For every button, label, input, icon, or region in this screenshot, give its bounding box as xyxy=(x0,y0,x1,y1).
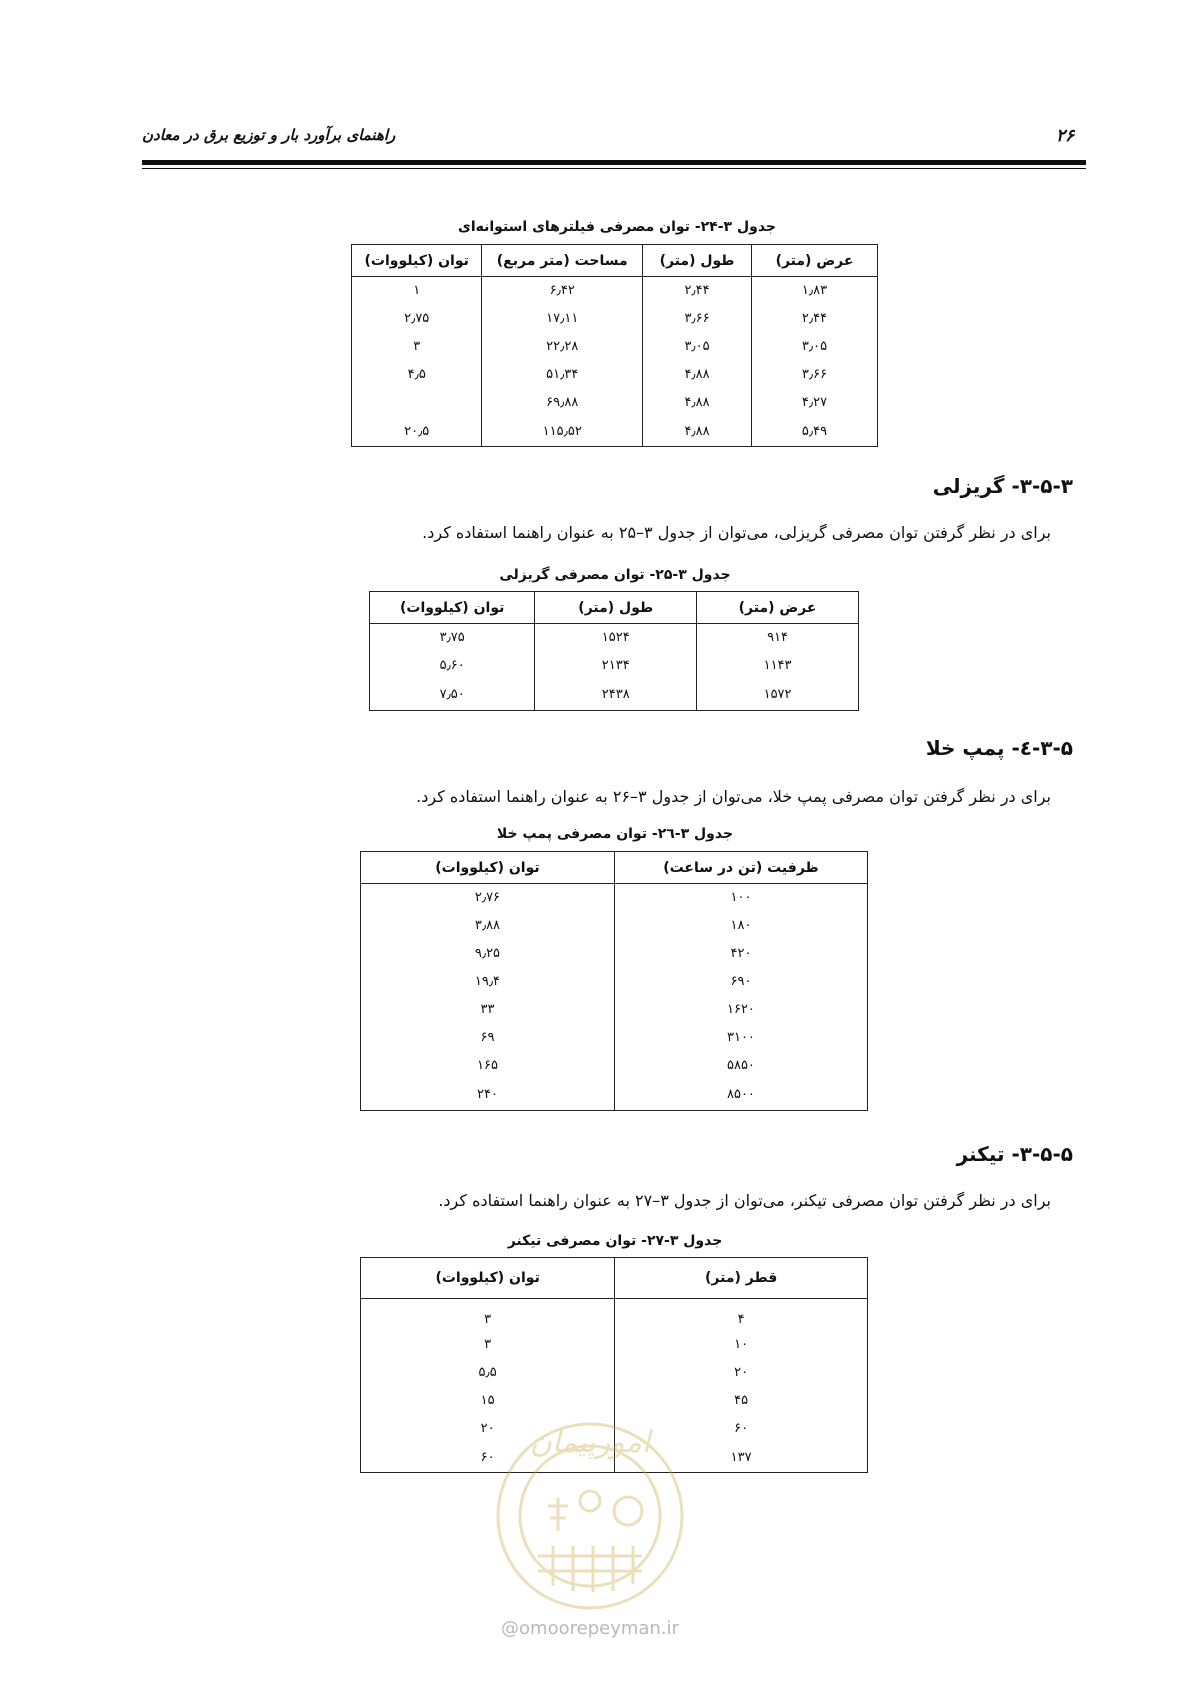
table-26-header-row xyxy=(361,852,868,884)
paragraph-vacuum-pump: برای در نظر گرفتن توان مصرفی پمپ خلا، می‌توان از جدول ۳–۲۶ به عنوان راهنما استفاده کرد. xyxy=(416,787,1051,806)
table-cell: ۱۹٫۴ xyxy=(361,968,615,996)
table-cell: ۳٫۰۵ xyxy=(643,333,752,361)
section-heading-grizzly: ۳-۵-۳- گریزلی xyxy=(932,474,1073,498)
header-cell: مساحت (متر مربع) xyxy=(482,245,643,277)
header-rule-thin xyxy=(142,168,1086,169)
table-cell: ۴٫۸۸ xyxy=(643,389,752,417)
table-row xyxy=(370,680,859,711)
header-cell: عرض (متر) xyxy=(697,592,859,624)
table-cell: ۲۱۳۴ xyxy=(535,652,697,680)
table-cell: ۴٫۸۸ xyxy=(643,361,752,389)
table-cell: ۵۸۵۰ xyxy=(614,1052,867,1080)
table-cell: ۴٫۸۸ xyxy=(643,417,752,447)
table-row xyxy=(361,912,868,940)
table-26 xyxy=(360,851,868,1111)
table-row xyxy=(352,277,878,305)
table-cell: ۱۷٫۱۱ xyxy=(482,305,643,333)
table-cell: ۹۱۴ xyxy=(697,624,859,652)
table-cell: ۳٫۰۵ xyxy=(752,333,878,361)
table-cell: ۳٫۸۸ xyxy=(361,912,615,940)
table-cell: ۶۹ xyxy=(361,1024,615,1052)
table-24 xyxy=(351,244,878,447)
table-cell: ۵٫۶۰ xyxy=(370,652,535,680)
table-cell: ۲۴۳۸ xyxy=(535,680,697,711)
table-cell: ۷٫۵۰ xyxy=(370,680,535,711)
table-cell: ۱۱۴۳ xyxy=(697,652,859,680)
table-cell: ۱۰۰ xyxy=(614,884,867,912)
table-cell: ۱۳۷ xyxy=(615,1443,868,1473)
table-row xyxy=(361,940,868,968)
table-row xyxy=(352,333,878,361)
table-25 xyxy=(369,591,859,711)
table-cell: ۶۰ xyxy=(361,1443,615,1473)
table-cell: ۴٫۲۷ xyxy=(752,389,878,417)
header-rule-thick xyxy=(142,160,1086,165)
table-cell: ۲۰ xyxy=(615,1359,868,1387)
table-cell: ۲۲٫۲۸ xyxy=(482,333,643,361)
table-cell: ۵۱٫۳۴ xyxy=(482,361,643,389)
watermark-url: @omoorepeyman.ir xyxy=(501,1618,679,1639)
table-cell: ۸۵۰۰ xyxy=(614,1080,867,1111)
table-26-caption: جدول ۳-۲٦- توان مصرفی پمپ خلا xyxy=(496,826,734,842)
table-cell: ۳٫۷۵ xyxy=(370,624,535,652)
table-cell: ۲٫۴۴ xyxy=(643,277,752,305)
header-cell: قطر (متر) xyxy=(615,1258,868,1299)
table-27-header-row xyxy=(361,1258,868,1299)
watermark-seal xyxy=(478,1406,702,1616)
table-27-caption: جدول ۳-۲۷- توان مصرفی تیکنر xyxy=(507,1233,723,1249)
table-cell: ۵٫۵ xyxy=(361,1359,615,1387)
table-cell: ۱۶۵ xyxy=(361,1052,615,1080)
paragraph-grizzly: برای در نظر گرفتن توان مصرفی گریزلی، می‌توان از جدول ۳–۲۵ به عنوان راهنما استفاده کرد. xyxy=(422,523,1051,542)
table-row xyxy=(352,361,878,389)
table-24-header-row xyxy=(352,245,878,277)
table-row xyxy=(361,884,868,912)
table-cell: ۲٫۴۴ xyxy=(752,305,878,333)
seal-icon xyxy=(478,1406,702,1616)
table-cell: ۳۳ xyxy=(361,996,615,1024)
table-row xyxy=(361,1331,868,1359)
table-row xyxy=(352,305,878,333)
header-cell: توان (کیلووات) xyxy=(370,592,535,624)
table-cell: ۴ xyxy=(615,1299,868,1331)
table-row xyxy=(352,417,878,447)
table-row xyxy=(361,1052,868,1080)
table-cell xyxy=(352,389,482,417)
table-25-caption: جدول ۳-۲۵- توان مصرفی گریزلی xyxy=(499,567,731,583)
header-cell: توان (کیلووات) xyxy=(361,1258,615,1299)
table-cell: ۱۵۲۴ xyxy=(535,624,697,652)
header-cell: ظرفیت (تن در ساعت) xyxy=(614,852,867,884)
table-row xyxy=(370,624,859,652)
table-cell: ۴٫۵ xyxy=(352,361,482,389)
table-cell: ۱۸۰ xyxy=(614,912,867,940)
table-row xyxy=(361,996,868,1024)
table-cell: ۶۹٫۸۸ xyxy=(482,389,643,417)
table-cell: ۱۱۵٫۵۲ xyxy=(482,417,643,447)
table-cell: ۱۰ xyxy=(615,1331,868,1359)
table-cell: ۳ xyxy=(361,1331,615,1359)
header-cell: توان (کیلووات) xyxy=(352,245,482,277)
table-cell: ۲۰٫۵ xyxy=(352,417,482,447)
running-header-title: راهنمای برآورد بار و توزیع برق در معادن xyxy=(142,126,396,144)
table-cell: ۱۶۲۰ xyxy=(614,996,867,1024)
table-cell: ۶٫۴۲ xyxy=(482,277,643,305)
section-heading-vacuum-pump: ۳-۵-٤- پمپ خلا xyxy=(925,736,1073,760)
table-cell: ۲٫۷۵ xyxy=(352,305,482,333)
table-cell: ۱۵ xyxy=(361,1387,615,1415)
table-row xyxy=(352,389,878,417)
table-row xyxy=(361,1299,868,1331)
table-cell: ۲۰ xyxy=(361,1415,615,1443)
table-cell: ۲٫۷۶ xyxy=(361,884,615,912)
header-cell: توان (کیلووات) xyxy=(361,852,615,884)
table-row xyxy=(361,1080,868,1111)
table-cell: ۳٫۶۶ xyxy=(643,305,752,333)
paragraph-thickener: برای در نظر گرفتن توان مصرفی تیکنر، می‌توان از جدول ۳–۲۷ به عنوان راهنما استفاده کرد. xyxy=(438,1191,1051,1210)
table-cell: ۱٫۸۳ xyxy=(752,277,878,305)
table-row xyxy=(361,1359,868,1387)
table-cell: ۱ xyxy=(352,277,482,305)
table-cell: ۶۰ xyxy=(615,1415,868,1443)
header-cell: عرض (متر) xyxy=(752,245,878,277)
header-cell: طول (متر) xyxy=(535,592,697,624)
table-cell: ۳ xyxy=(352,333,482,361)
table-cell: ۴۵ xyxy=(615,1387,868,1415)
table-cell: ۳ xyxy=(361,1299,615,1331)
table-cell: ۳٫۶۶ xyxy=(752,361,878,389)
table-25-header-row xyxy=(370,592,859,624)
table-cell: ۱۵۷۲ xyxy=(697,680,859,711)
table-cell: ۲۴۰ xyxy=(361,1080,615,1111)
page-number: ۲۶ xyxy=(1056,126,1075,146)
table-cell: ۳۱۰۰ xyxy=(614,1024,867,1052)
table-cell: ۹٫۲۵ xyxy=(361,940,615,968)
section-heading-thickener: ۳-۵-۵- تیکنر xyxy=(956,1142,1073,1166)
table-row xyxy=(361,968,868,996)
seal-text: امورپیمان xyxy=(529,1425,651,1460)
table-cell: ۶۹۰ xyxy=(614,968,867,996)
table-cell: ۵٫۴۹ xyxy=(752,417,878,447)
header-cell: طول (متر) xyxy=(643,245,752,277)
table-24-caption: جدول ۳-۲۴- توان مصرفی فیلترهای استوانه‌ای xyxy=(457,219,776,235)
table-cell: ۴۲۰ xyxy=(614,940,867,968)
table-row xyxy=(370,652,859,680)
table-row xyxy=(361,1024,868,1052)
